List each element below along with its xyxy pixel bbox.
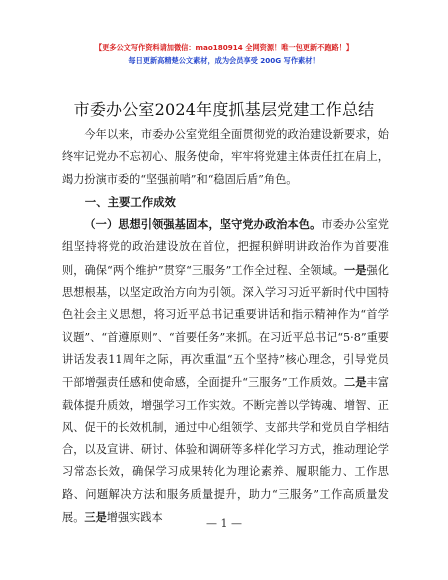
point-1-label: 一是 <box>344 262 367 277</box>
point-1-text: 强化思想根基，以坚定政治方向为引领。深入学习习近平新时代中国特色社会主义思想，将习近平总书记重要讲话和指示精神作为“首学议题”、“首遵原则”、“首要任务”来抓。在习近平总书记“5·8”重要讲话发表11周年之际，再次重温“五个坚持”核心理念，引导党员干部增强责任感和使命感，全面提升“三服务”工作质效。 <box>62 263 389 390</box>
promo-banner-line-1: 【更多公文写作资料请加微信：mao180914 全网资源！唯一包更新不跑路！】 <box>94 43 354 52</box>
section-heading: 一、主要工作成效 <box>84 194 176 209</box>
subsection-text: 市委办公室党组坚持将党的政治建设放在首位，把握积鲜明讲政治作为首要准则，确保“两个维护”贯穿“三服务”工作全过程、全领域。 <box>62 218 389 277</box>
subsection-paragraph <box>62 213 389 529</box>
point-2-label: 二是 <box>343 375 367 390</box>
point-2-text: 丰富载体提升质效，增强学习工作实效。不断完善以学铸魂、增智、正风、促干的长效机制，通过中心组领学、支部共学和党员自学相结合，以及宣讲、研讨、体验和调研等多样化学习方式，推动理论学习常态长效，确保学习成果转化为理论素养、履职能力、工作思路、问题解决方法和服务质量提升，助力“三服务”工作高质量发展。 <box>62 376 389 525</box>
intro-paragraph: 今年以来，市委办公室党组全面贯彻党的政治建设新要求，始终牢记党办不忘初心、服务使命，牢牢将党建主体责任扛在肩上，竭力扮演市委的“坚强前哨”和“稳固后盾”角色。 <box>62 128 389 186</box>
point-3-text: 增强实践本 <box>106 511 163 525</box>
point-3-label: 三是 <box>84 510 107 525</box>
promo-banner-line-2: 每日更新高精楚公文素材，成为会员享受 200G 写作素材！ <box>128 56 320 65</box>
document-body <box>62 124 389 529</box>
document-title: 市委办公室2024年度抓基层党建工作总结 <box>73 100 375 119</box>
page-number: — 1 — <box>206 517 242 530</box>
subsection-title: （一）思想引领强基固本，坚守党办政治本色。 <box>84 217 322 232</box>
